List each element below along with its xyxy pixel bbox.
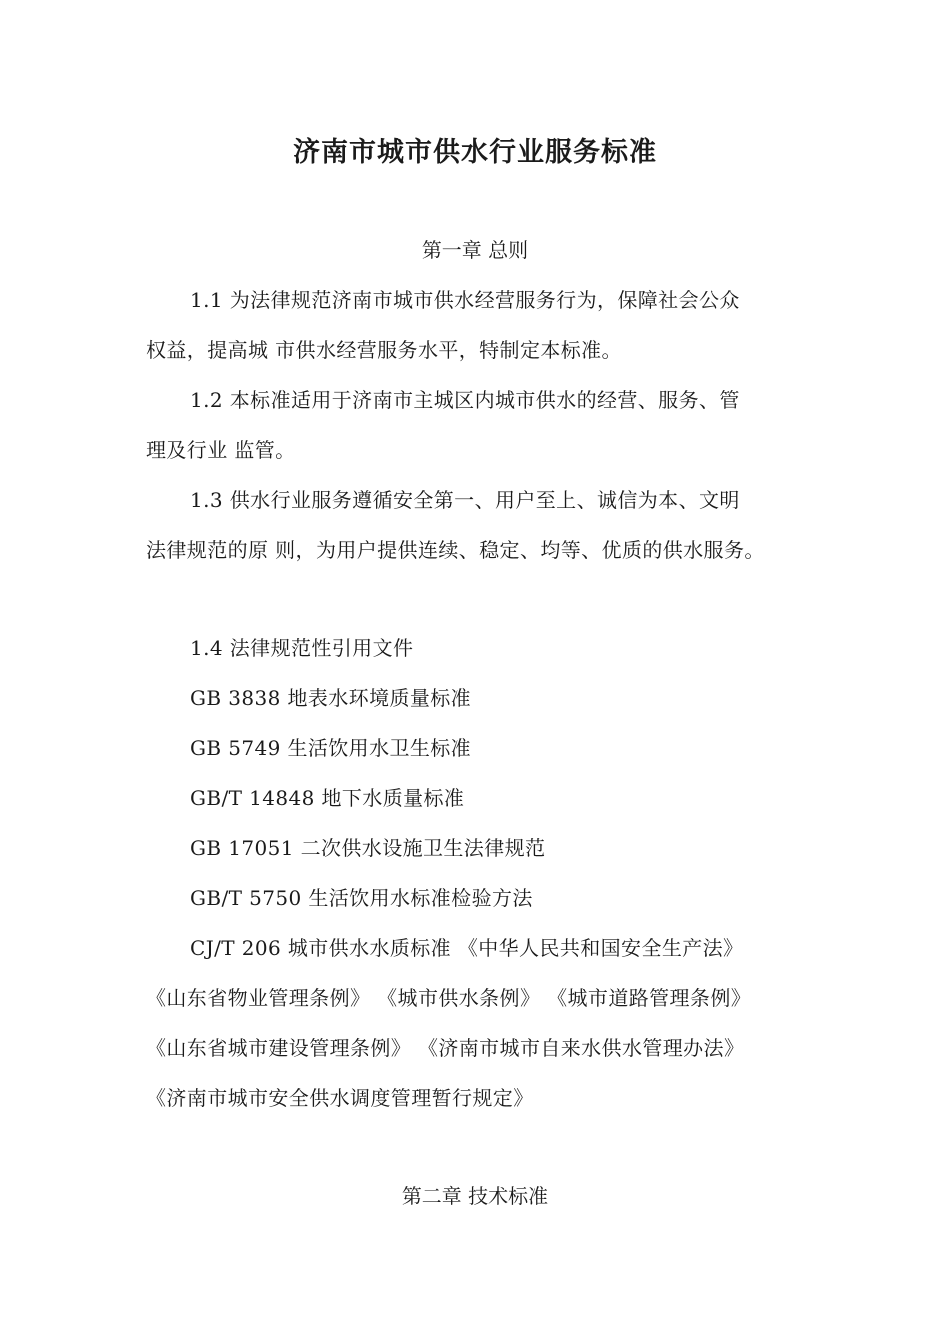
document-title: 济南市城市供水行业服务标准 (293, 137, 657, 168)
law-list-line: 《济南市城市安全供水调度管理暂行规定》 (146, 1086, 534, 1110)
paragraph-1-1-line-2: 权益，提高城 市供水经营服务水平，特制定本标准。 (146, 338, 622, 362)
paragraph-1-1-line-1: 1.1 为法律规范济南市城市供水经营服务行为，保障社会公众 (190, 288, 740, 312)
law-list-line: 《山东省物业管理条例》 《城市供水条例》 《城市道路管理条例》 (146, 986, 752, 1010)
reference-item: GB 3838 地表水环境质量标准 (190, 686, 472, 710)
reference-item: GB/T 14848 地下水质量标准 (190, 786, 465, 810)
paragraph-1-4-heading: 1.4 法律规范性引用文件 (190, 636, 414, 660)
chapter-2-heading: 第二章 技术标准 (401, 1184, 549, 1208)
paragraph-1-3-line-1: 1.3 供水行业服务遵循安全第一、用户至上、诚信为本、文明 (190, 488, 740, 512)
reference-item: GB/T 5750 生活饮用水标准检验方法 (190, 886, 533, 910)
chapter-1-heading: 第一章 总则 (421, 238, 529, 262)
reference-item: CJ/T 206 城市供水水质标准 《中华人民共和国安全生产法》 (190, 936, 744, 960)
law-list-line: 《山东省城市建设管理条例》 《济南市城市自来水供水管理办法》 (146, 1036, 745, 1060)
reference-item: GB 17051 二次供水设施卫生法律规范 (190, 836, 546, 860)
paragraph-1-2-line-1: 1.2 本标准适用于济南市主城区内城市供水的经营、服务、管 (190, 388, 740, 412)
reference-item: GB 5749 生活饮用水卫生标准 (190, 736, 472, 760)
paragraph-1-3-line-2: 法律规范的原 则，为用户提供连续、稳定、均等、优质的供水服务。 (146, 538, 765, 562)
paragraph-1-2-line-2: 理及行业 监管。 (146, 438, 296, 462)
